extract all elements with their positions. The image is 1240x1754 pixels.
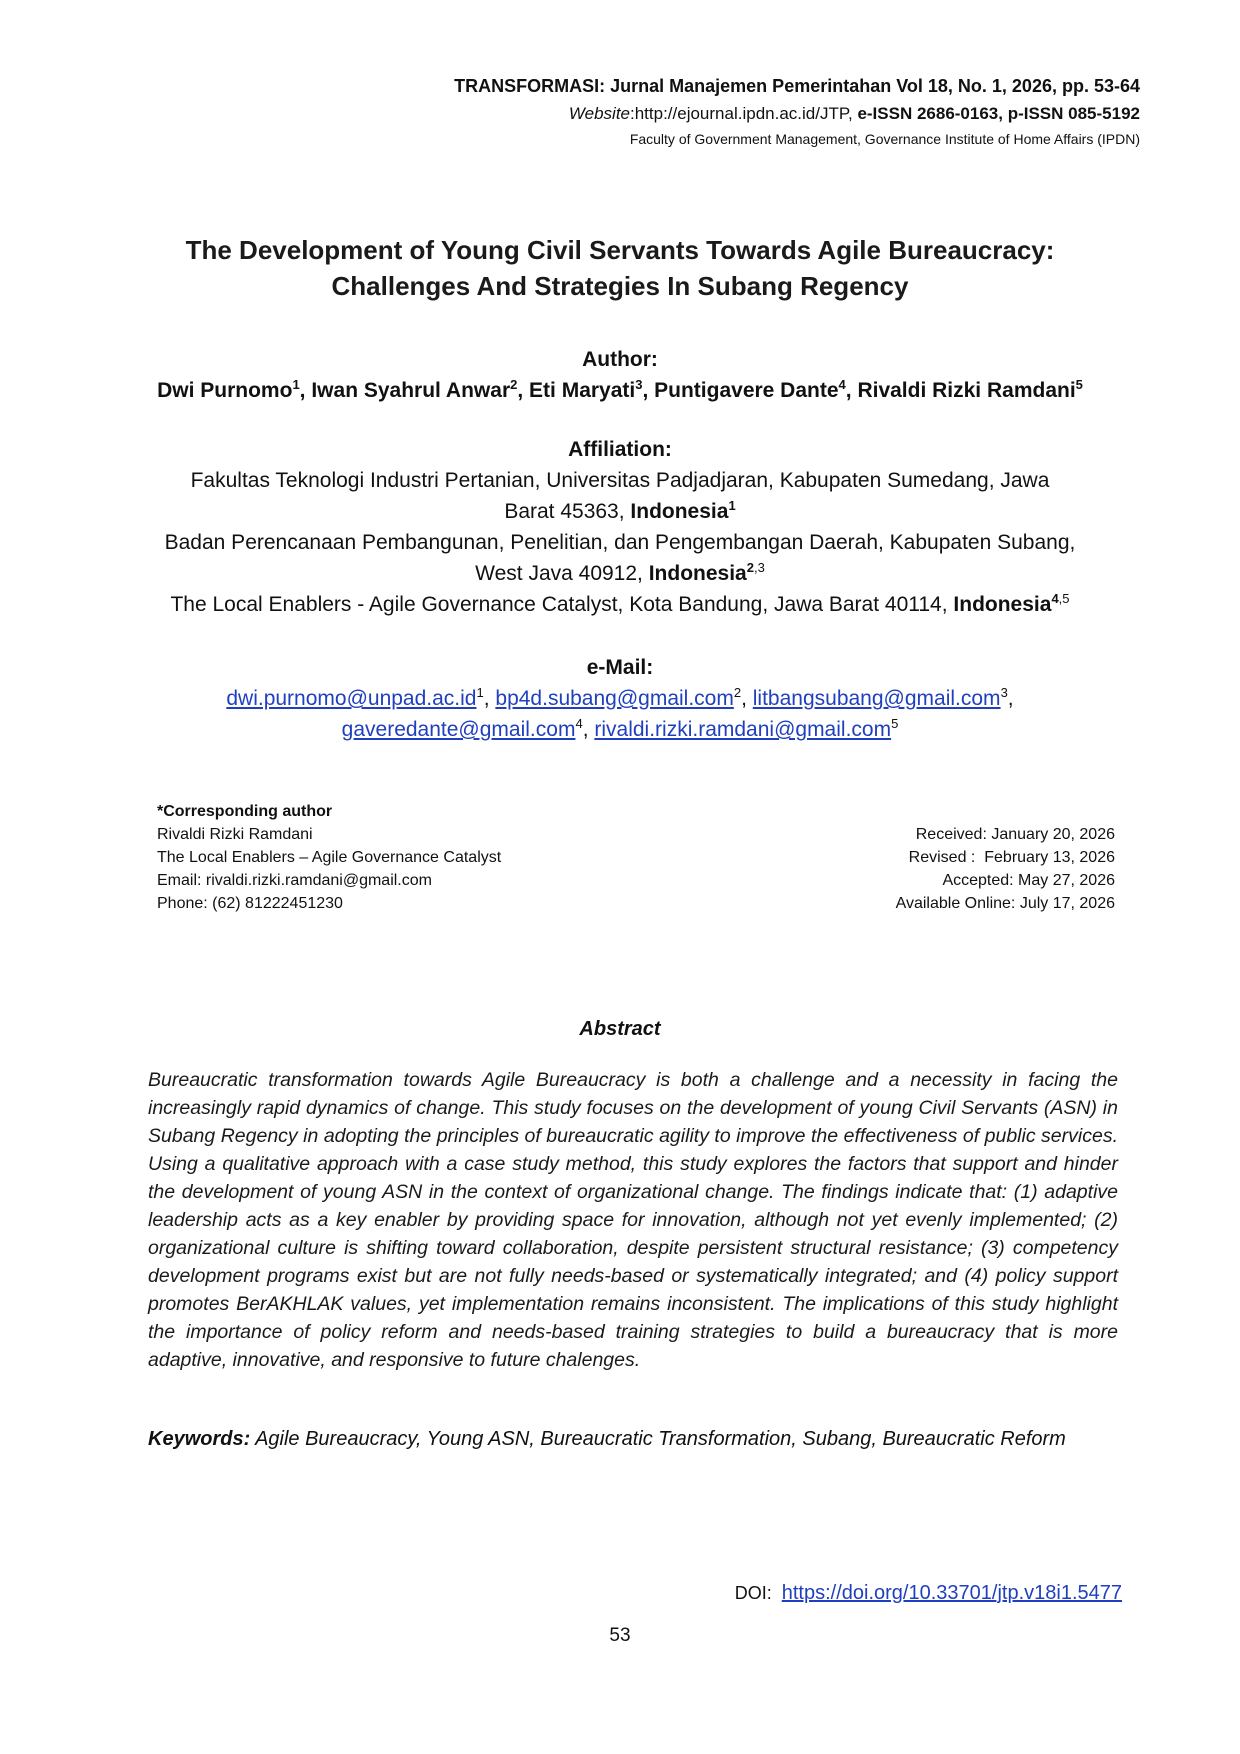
email-label: e-Mail: bbox=[586, 656, 654, 679]
corresponding-title: *Corresponding author bbox=[157, 803, 333, 820]
abstract-heading: Abstract bbox=[579, 1018, 661, 1040]
affiliation-2-address: West Java 40912, bbox=[475, 562, 649, 585]
author-sup: 5 bbox=[1075, 377, 1083, 392]
dates-block bbox=[715, 823, 1115, 915]
affiliation-3-address: The Local Enablers - Agile Governance Catalyst, Kota Bandung, Jawa Barat 40114, bbox=[170, 593, 954, 616]
faculty-line: Faculty of Government Management, Governance Institute of Home Affairs (IPDN) bbox=[629, 131, 1140, 147]
affiliation-1-sup: 1 bbox=[728, 498, 736, 513]
journal-website-line bbox=[240, 100, 1140, 128]
affiliation-label: Affiliation: bbox=[568, 438, 672, 461]
author-name: Eti Maryati bbox=[529, 379, 636, 402]
affiliation-2-sup bbox=[747, 560, 765, 575]
affiliation-3-country: Indonesia bbox=[953, 593, 1052, 616]
author-separator: , bbox=[517, 379, 530, 402]
paper-title bbox=[140, 232, 1100, 304]
authors-list bbox=[130, 375, 1110, 406]
email-link-2[interactable]: bp4d.subang@gmail.com bbox=[495, 687, 734, 710]
issn-text: e-ISSN 2686-0163, p-ISSN 085-5192 bbox=[857, 104, 1140, 123]
corresponding-org: The Local Enablers – Agile Governance Catalyst bbox=[157, 849, 502, 866]
author-name: Puntigavere Dante bbox=[654, 379, 839, 402]
author-name: Rivaldi Rizki Ramdani bbox=[857, 379, 1076, 402]
email-separator: , bbox=[741, 687, 753, 710]
author-sup: 2 bbox=[510, 377, 518, 392]
online-date: Available Online: July 17, 2026 bbox=[895, 895, 1115, 912]
author-label: Author: bbox=[582, 348, 658, 371]
email-link-3[interactable]: litbangsubang@gmail.com bbox=[752, 687, 1001, 710]
keywords-text: Agile Bureaucracy, Young ASN, Bureaucratic Transformation, Subang, Bureaucratic Reform bbox=[250, 1428, 1066, 1450]
revised-date: Revised : February 13, 2026 bbox=[908, 849, 1115, 866]
author-separator: , bbox=[299, 379, 312, 402]
affiliation-2-sup-rest: ,3 bbox=[753, 560, 765, 575]
author-sup: 4 bbox=[838, 377, 846, 392]
page-number: 53 bbox=[609, 1625, 631, 1646]
affiliation-3-sup-bold: 4 bbox=[1051, 591, 1059, 606]
email-sup-2: 2 bbox=[733, 685, 742, 700]
journal-header bbox=[240, 72, 1140, 150]
affiliation-2-line-2 bbox=[130, 558, 1110, 589]
affiliation-3-sup bbox=[1051, 591, 1069, 606]
received-date: Received: January 20, 2026 bbox=[915, 826, 1115, 843]
affiliation-1-address: Barat 45363, bbox=[504, 500, 631, 523]
affiliation-2-country: Indonesia bbox=[648, 562, 747, 585]
affiliation-block bbox=[130, 434, 1110, 620]
abstract-body: Bureaucratic transformation towards Agile Bureaucracy is both a challenge and a necessity in facing the increasingly rapid dynamics of change. This study focuses on the development of young Civil Servants (ASN) in Subang Regency in adopting the principles of bureaucratic agility to improve the effectiveness of public services. Using a qualitative approach with a case study method, this study explores the factors that support and hinder the development of young ASN in the context of organizational change. The findings indicate that: (1) adaptive leadership acts as a key enabler by providing space for innovation, although not yet evenly implemented; (2) organizational culture is shifting toward collaboration, despite persistent structural resistance; (3) competency development programs exist but are not fully needs-based or systematically integrated; and (4) policy support promotes BerAKHLAK values, yet implementation remains inconsistent. The implications of this study highlight the importance of policy reform and needs-based training strategies to build a bureaucracy that is more adaptive, innovative, and responsive to future chalenges. bbox=[148, 1069, 1118, 1371]
website-url: :http://ejournal.ipdn.ac.id/JTP, bbox=[630, 104, 858, 123]
corresponding-name: Rivaldi Rizki Ramdani bbox=[157, 826, 313, 843]
author-name: Iwan Syahrul Anwar bbox=[311, 379, 511, 402]
email-link-4[interactable]: gaveredante@gmail.com bbox=[341, 718, 576, 741]
email-sup-4: 4 bbox=[575, 716, 583, 731]
email-sup-5: 5 bbox=[891, 716, 899, 731]
email-link-1[interactable]: dwi.purnomo@unpad.ac.id bbox=[226, 687, 477, 710]
accepted-date: Accepted: May 27, 2026 bbox=[942, 872, 1115, 889]
doi-label: DOI: bbox=[734, 1583, 782, 1603]
keywords-line bbox=[148, 1425, 1118, 1453]
doi-link[interactable]: https://doi.org/10.33701/jtp.v18i1.5477 bbox=[781, 1582, 1122, 1604]
website-label: Website bbox=[568, 104, 630, 123]
email-trailing-comma: , bbox=[1007, 687, 1014, 710]
author-name: Dwi Purnomo bbox=[157, 379, 293, 402]
authors-block bbox=[130, 344, 1110, 406]
email-line-2 bbox=[130, 714, 1110, 745]
corresponding-email: Email: rivaldi.rizki.ramdani@gmail.com bbox=[157, 872, 432, 889]
author-separator: , bbox=[845, 379, 858, 402]
email-sup-1: 1 bbox=[476, 685, 484, 700]
affiliation-1-line-1: Fakultas Teknologi Industri Pertanian, Universitas Padjadjaran, Kabupaten Sumedang, Jawa bbox=[190, 469, 1050, 492]
author-separator: , bbox=[642, 379, 655, 402]
affiliation-2-line-1: Badan Perencanaan Pembangunan, Penelitian, dan Pengembangan Daerah, Kabupaten Subang, bbox=[164, 531, 1076, 554]
title-line-1: The Development of Young Civil Servants Towards Agile Bureaucracy: bbox=[185, 235, 1055, 265]
title-line-2: Challenges And Strategies In Subang Regency bbox=[331, 271, 909, 301]
author-sup: 1 bbox=[292, 377, 300, 392]
email-block bbox=[130, 652, 1110, 745]
keywords-label: Keywords: bbox=[148, 1428, 251, 1450]
email-separator: , bbox=[483, 687, 496, 710]
affiliation-1-line-2 bbox=[130, 496, 1110, 527]
corresponding-author-block bbox=[157, 800, 717, 915]
email-link-5[interactable]: rivaldi.rizki.ramdani@gmail.com bbox=[594, 718, 892, 741]
journal-citation: TRANSFORMASI: Jurnal Manajemen Pemerintahan Vol 18, No. 1, 2026, pp. 53-64 bbox=[454, 76, 1140, 96]
affiliation-1-country: Indonesia bbox=[630, 500, 729, 523]
email-line-1 bbox=[130, 683, 1110, 714]
author-sup: 3 bbox=[635, 377, 643, 392]
doi-line bbox=[735, 1580, 1122, 1606]
corresponding-phone: Phone: (62) 81222451230 bbox=[157, 895, 343, 912]
email-sup-3: 3 bbox=[1000, 685, 1008, 700]
affiliation-3-line bbox=[130, 589, 1110, 620]
affiliation-2-sup-bold: 2 bbox=[746, 560, 754, 575]
affiliation-3-sup-rest: ,5 bbox=[1058, 591, 1070, 606]
email-separator: , bbox=[582, 718, 595, 741]
